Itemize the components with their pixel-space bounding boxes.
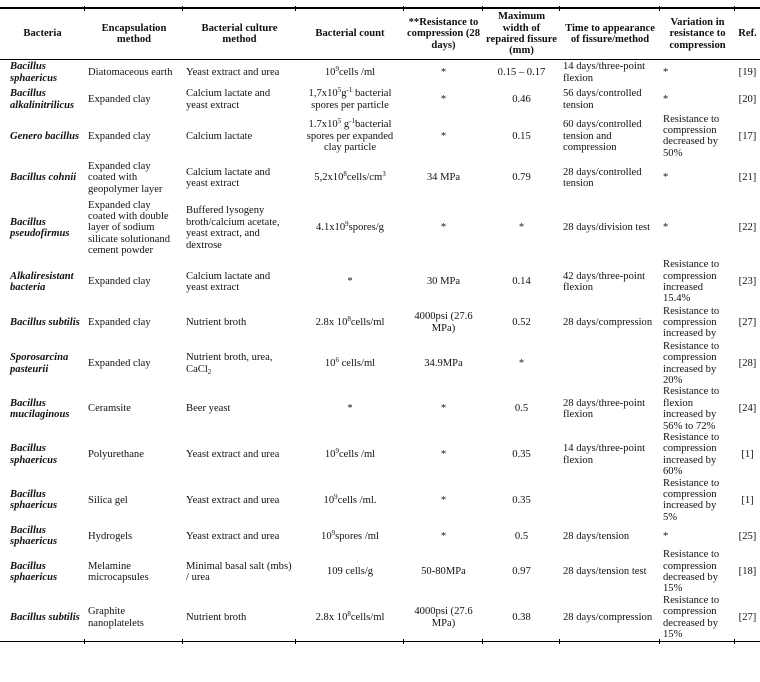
cell-encapsulation: Expanded clay coated with double layer of sodium silicate solutionand cement powder — [88, 199, 171, 257]
cell-ref: [24] — [738, 403, 757, 415]
cell-ref: [22] — [738, 222, 757, 234]
cell-variation: Resistance to compression decreased by 50% — [663, 113, 720, 159]
cell-variation: Resistance to compression increased by — [663, 305, 720, 340]
cell-bacteria: Bacillus alkalinitrilicus — [10, 88, 75, 111]
cell-bacteria: Genero bacillus — [10, 130, 80, 142]
cell-variation: * — [663, 93, 669, 105]
cell-variation: Resistance to flexion increased by 56% to 72% — [663, 386, 720, 432]
cell-bacteria: Bacillus sphaericus — [10, 61, 58, 84]
cell-time-method: 14 days/three-point flexion — [563, 61, 646, 84]
header-ref: Ref. — [735, 8, 760, 60]
cell-resistance: * — [440, 403, 447, 415]
table-row — [0, 595, 760, 641]
table-row — [0, 259, 760, 305]
cell-bacteria: Bacillus subtilis — [0, 595, 85, 641]
cell-variation: Resistance to compression decreased by 15% — [663, 549, 720, 595]
header-time-method: Time to appearance of fissure/method — [560, 8, 660, 60]
cell-culture: Minimal basal salt (mbs) / urea — [186, 560, 292, 584]
table-row — [0, 197, 760, 259]
cell-bacteria: Alkaliresistant bacteria — [10, 270, 74, 293]
cell-variation: Resistance to compression increased by 60% — [663, 432, 720, 478]
cell-count: * — [347, 276, 353, 288]
cell-encapsulation: Hydrogels — [88, 530, 133, 542]
cell-encapsulation: Diatomaceous earth — [88, 67, 173, 79]
cell-resistance: * — [440, 130, 447, 142]
cell-fissure-width: * — [518, 357, 525, 369]
cell-culture: Yeast extract and urea — [186, 449, 280, 461]
cell-count: 109 cells/g — [326, 566, 374, 578]
cell-fissure-width: 0.14 — [512, 276, 531, 288]
header-culture: Bacterial culture method — [183, 8, 296, 60]
cell-time-method — [560, 341, 660, 387]
cell-ref: [19] — [738, 67, 757, 79]
cell-time-method: 28 days/three-point flexion — [563, 397, 646, 421]
header-variation: Variation in resistance to compression — [660, 8, 735, 60]
cell-count: $10^9cells$ /ml — [324, 447, 376, 461]
bacteria-encapsulation-table — [0, 7, 760, 642]
table-row — [0, 341, 760, 387]
cell-fissure-width: 0.5 — [514, 530, 529, 542]
header-row — [0, 8, 760, 60]
cell-culture: Yeast extract and urea — [186, 67, 280, 79]
cell-resistance: * — [440, 494, 447, 506]
cell-variation: * — [663, 222, 669, 234]
cell-variation: * — [663, 67, 669, 79]
cell-count: 2.8x $10^8cells/ml$ — [296, 595, 404, 641]
cell-encapsulation: Polyurethane — [88, 449, 144, 461]
cell-ref: [20] — [738, 93, 757, 105]
cell-culture: Buffered lysogeny broth/calcium acetate, yeast extract, and dextrose — [186, 205, 280, 251]
cell-fissure-width: 0.79 — [512, 172, 531, 184]
cell-ref: [17] — [738, 130, 757, 142]
cell-encapsulation: Expanded clay — [88, 130, 151, 142]
cell-resistance: * — [440, 449, 447, 461]
cell-fissure-width: * — [518, 222, 525, 234]
cell-ref: [27] — [735, 595, 760, 641]
cell-count: $5,2x10^8cells/cm^3$ — [314, 170, 386, 184]
cell-ref: [23] — [738, 276, 757, 288]
cell-ref: [25] — [738, 530, 757, 542]
cell-fissure-width: 0.52 — [512, 317, 531, 329]
cell-culture: Yeast extract and urea — [186, 530, 280, 542]
cell-encapsulation: Expanded clay coated with geopolymer layer — [88, 161, 163, 195]
table-row — [0, 386, 760, 432]
cell-bacteria: Bacillus cohnii — [10, 172, 77, 184]
table-row — [0, 432, 760, 478]
cell-culture: Beer yeast — [186, 403, 231, 415]
cell-bacteria: Bacillus subtilis — [10, 317, 80, 329]
cell-fissure-width: 0.35 — [512, 494, 531, 506]
cell-bacteria: Bacillus sphaericus — [10, 489, 58, 512]
header-count: Bacterial count — [296, 8, 404, 60]
cell-variation: * — [663, 530, 669, 542]
header-bacteria: Bacteria — [0, 8, 85, 60]
cell-ref: [28] — [738, 357, 757, 369]
cell-count: $10^9spores$ /ml — [321, 528, 379, 542]
header-encapsulation: Encapsulation method — [85, 8, 183, 60]
cell-bacteria: Bacillus sphaericus — [10, 443, 58, 466]
cell-culture: Calcium lactate and yeast extract — [186, 270, 271, 293]
cell-encapsulation: Expanded clay — [88, 276, 151, 288]
cell-resistance: 4000psi (27.6 MPa) — [414, 311, 473, 334]
cell-ref: [1] — [741, 494, 754, 506]
cell-encapsulation: Expanded clay — [88, 317, 151, 329]
cell-culture: Nutrient broth — [186, 317, 247, 329]
cell-encapsulation: Graphite nanoplatelets — [85, 595, 183, 641]
cell-variation: Resistance to compression increased by 5% — [663, 477, 720, 523]
cell-variation: * — [663, 172, 669, 184]
table-row — [0, 60, 760, 86]
cell-encapsulation: Expanded clay — [88, 93, 151, 105]
cell-culture: Calcium lactate and yeast extract — [186, 166, 271, 190]
cell-count: $10^9cells$ /ml — [324, 65, 376, 79]
cell-ref: [1] — [741, 449, 754, 461]
cell-fissure-width: 0.5 — [514, 403, 529, 415]
cell-variation: Resistance to compression increased 15.4% — [663, 259, 720, 305]
table-row — [0, 478, 760, 524]
cell-culture: Calcium lactate — [186, 130, 253, 142]
cell-count: $10^9cells$ /ml. — [323, 492, 377, 506]
cell-resistance: 30 MPa — [426, 276, 461, 288]
cell-bacteria: Bacillus sphaericus — [10, 524, 58, 548]
cell-culture: Calcium lactate and yeast extract — [186, 88, 271, 111]
cell-fissure-width: 0.35 — [512, 449, 531, 461]
cell-time-method: 14 days/three-point flexion — [563, 443, 646, 466]
cell-fissure-width: 0.15 — [512, 130, 531, 142]
cell-resistance: 50-80MPa — [421, 566, 466, 578]
cell-culture: Nutrient broth — [183, 595, 296, 641]
cell-encapsulation: Expanded clay — [88, 357, 151, 369]
cell-resistance: 34 MPa — [426, 172, 461, 184]
header-fissure-width: Maximum width of repaired fissure (mm) — [483, 8, 560, 60]
cell-fissure-width: 0.38 — [483, 595, 560, 641]
cell-bacteria: Bacillus mucilaginous — [10, 397, 70, 421]
cell-variation: Resistance to compression decreased by 15% — [660, 595, 735, 641]
cell-time-method: 28 days/tension test — [563, 566, 647, 578]
cell-culture: Yeast extract and urea — [186, 494, 280, 506]
cell-encapsulation: Melamine microcapsules — [88, 560, 149, 584]
cell-fissure-width: 0.15 – 0.17 — [497, 67, 546, 79]
cell-encapsulation: Silica gel — [88, 494, 128, 506]
cell-time-method: 28 days/controlled tension — [563, 166, 642, 190]
cell-ref: [21] — [738, 172, 757, 184]
table-row — [0, 523, 760, 549]
cell-resistance: 4000psi (27.6 MPa) — [404, 595, 483, 641]
cell-count: $4.1x10^9spores/g$ — [316, 220, 384, 234]
cell-count: $1.7x10^5$ $g^{-1}bacterial$ spores per expanded clay particle — [306, 117, 394, 154]
cell-fissure-width: 0.46 — [512, 93, 531, 105]
table-row — [0, 114, 760, 160]
cell-fissure-width: 0.97 — [512, 566, 531, 578]
cell-culture: Nutrient broth, urea, CaCl$_2$ — [186, 352, 273, 376]
cell-ref: [27] — [738, 317, 757, 329]
cell-time-method: 28 days/tension — [563, 530, 630, 542]
cell-time-method: 60 days/controlled tension and compression — [563, 119, 642, 154]
cell-resistance: * — [440, 67, 447, 79]
cell-time-method — [560, 478, 660, 524]
cell-time-method: 28 days/compression — [560, 595, 660, 641]
cell-resistance: * — [440, 530, 447, 542]
cell-time-method: 28 days/division test — [563, 222, 651, 234]
cell-count: $1,7x10^5g^{-1}$ bacterial spores per particle — [308, 86, 392, 111]
cell-resistance: * — [440, 93, 447, 105]
cell-bacteria: Bacillus pseudofirmus — [10, 216, 70, 240]
cell-count: * — [347, 403, 353, 415]
cell-resistance: * — [440, 222, 447, 234]
table-row — [0, 159, 760, 197]
cell-resistance: 34.9MPa — [424, 357, 463, 369]
table-row — [0, 549, 760, 595]
cell-time-method: 56 days/controlled tension — [563, 88, 642, 111]
cell-variation: Resistance to compression increased by 20% — [663, 340, 720, 386]
cell-bacteria: Sporosarcina pasteurii — [10, 352, 69, 375]
table-row — [0, 305, 760, 341]
cell-count: 2.8x $10^8cells/ml$ — [315, 315, 385, 329]
cell-time-method: 42 days/three-point flexion — [563, 270, 646, 293]
cell-encapsulation: Ceramsite — [88, 403, 131, 415]
cell-count: $10^6$ cells/ml — [324, 355, 376, 369]
table-row — [0, 86, 760, 114]
cell-time-method: 28 days/compression — [563, 317, 653, 329]
cell-ref: [18] — [738, 566, 757, 578]
header-resistance: **Resistance to compression (28 days) — [404, 8, 483, 60]
cell-bacteria: Bacillus sphaericus — [10, 560, 58, 584]
